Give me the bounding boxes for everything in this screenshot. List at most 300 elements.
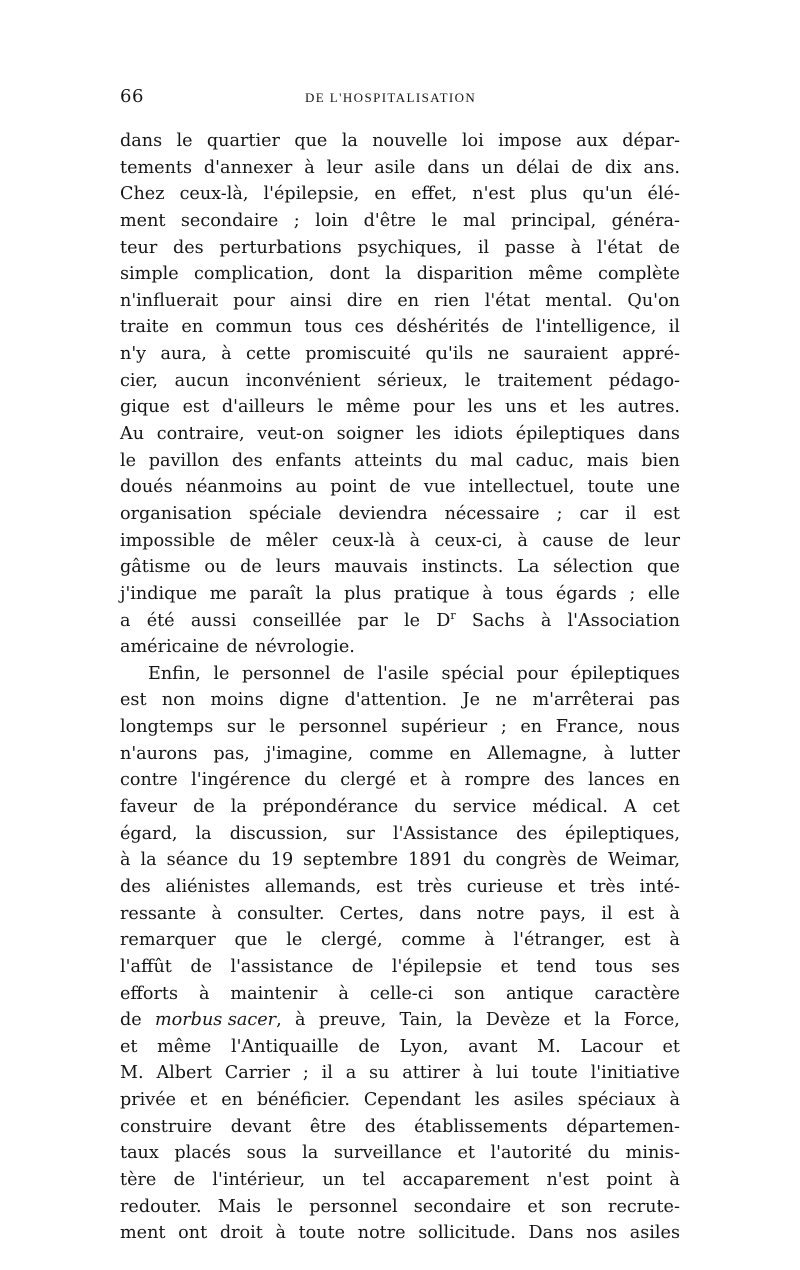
word: la xyxy=(341,131,358,151)
word: très xyxy=(589,876,625,897)
word: mal xyxy=(462,210,496,231)
word: contraire, xyxy=(156,424,245,445)
word: en xyxy=(397,290,420,311)
word: perturbations xyxy=(219,237,342,258)
word: tous xyxy=(594,956,633,977)
word: à xyxy=(669,1090,680,1111)
word: instincts. xyxy=(421,557,504,578)
text-line xyxy=(120,1140,680,1167)
word: Certes, xyxy=(339,903,405,924)
word: comme xyxy=(401,930,466,951)
word: à xyxy=(603,743,614,764)
word: uns xyxy=(505,397,537,418)
text-line xyxy=(120,341,680,368)
word: généra- xyxy=(611,210,680,231)
word: car xyxy=(579,503,609,524)
word: non xyxy=(161,690,196,711)
text-line xyxy=(120,261,680,288)
word: le xyxy=(286,930,303,951)
text-line xyxy=(120,501,680,528)
word: effet, xyxy=(411,184,458,205)
word: à xyxy=(669,930,680,951)
word: recrute- xyxy=(608,1196,680,1217)
word: organisation xyxy=(120,503,232,524)
word: devant xyxy=(230,1116,292,1137)
word: que xyxy=(646,557,680,578)
word: veut-on xyxy=(257,424,324,445)
word: des xyxy=(543,770,575,791)
word: ressante xyxy=(120,903,197,924)
word: vue xyxy=(423,477,456,498)
word: aussi xyxy=(190,610,237,631)
word: cette xyxy=(246,344,291,365)
word: et xyxy=(549,397,568,418)
word: de xyxy=(190,956,212,977)
text-line xyxy=(120,874,680,901)
word: dire xyxy=(346,290,383,311)
word: simple xyxy=(120,264,179,285)
word: accaparement xyxy=(402,1169,530,1190)
word: être xyxy=(309,1116,347,1137)
word: traitement xyxy=(497,370,593,391)
word: su xyxy=(369,1063,390,1084)
word: élé- xyxy=(647,184,680,205)
word: très xyxy=(417,876,453,897)
word: paraît xyxy=(249,583,303,604)
word: de xyxy=(120,1010,142,1031)
word: un xyxy=(481,157,505,178)
word: à xyxy=(669,903,680,924)
word: Allemagne, xyxy=(487,743,588,764)
word: teur xyxy=(120,237,158,258)
word: remarquer xyxy=(120,930,216,951)
word: à xyxy=(295,1010,306,1031)
word: l'Assistance xyxy=(393,823,499,844)
word: toute xyxy=(587,477,634,498)
word: et xyxy=(457,1143,475,1164)
text-line xyxy=(120,155,680,182)
word: antique xyxy=(506,983,574,1004)
word: le xyxy=(431,210,448,231)
text-line xyxy=(120,847,680,874)
word: est xyxy=(120,690,147,711)
word: Enfin, xyxy=(148,663,201,684)
word: dépar- xyxy=(622,131,680,151)
word: attirer xyxy=(402,1063,460,1084)
word: à xyxy=(211,903,222,924)
word: dans xyxy=(637,424,680,445)
word: l'asile xyxy=(377,663,429,684)
word: pour xyxy=(413,397,455,418)
word: idiots xyxy=(453,424,504,445)
word: même xyxy=(346,397,401,418)
word: promiscuité xyxy=(305,344,412,365)
word: 1891 xyxy=(408,850,453,871)
word: n'est xyxy=(472,184,515,205)
word: l'état xyxy=(484,290,531,311)
word: le xyxy=(317,397,334,418)
word: à xyxy=(221,344,232,365)
word: des xyxy=(120,876,151,897)
word: aucun xyxy=(174,370,230,391)
running-title: DE L'HOSPITALISATION xyxy=(305,90,477,105)
word: Weimar, xyxy=(608,850,680,871)
word: épileptiques xyxy=(570,663,680,684)
word: à xyxy=(517,530,528,551)
word: complication, xyxy=(194,264,315,285)
word: l'Association xyxy=(567,610,680,631)
word: Albert xyxy=(156,1063,212,1084)
word: discussion, xyxy=(229,823,329,844)
running-head xyxy=(120,86,680,116)
word: de xyxy=(608,530,630,551)
word: l'épilepsie xyxy=(391,956,483,977)
word: en xyxy=(449,743,472,764)
word: n'est xyxy=(546,1169,590,1190)
word: leur xyxy=(644,530,680,551)
word: même xyxy=(528,264,583,285)
word: spéciale xyxy=(248,503,322,524)
word: longtemps xyxy=(120,717,214,738)
word: et xyxy=(563,1010,582,1031)
word: secondaire xyxy=(413,1196,512,1217)
word: d'annexer xyxy=(203,157,293,178)
word: a xyxy=(345,1063,357,1084)
word: psychiques, xyxy=(357,237,463,258)
word: Cependant xyxy=(363,1090,461,1111)
word: qu'un xyxy=(582,184,633,205)
text-line xyxy=(120,927,680,954)
word: atteints xyxy=(354,450,423,471)
word: la xyxy=(594,1010,611,1031)
word: plus xyxy=(530,184,568,205)
word: il xyxy=(477,237,490,258)
text-line xyxy=(120,1034,680,1061)
word: leur xyxy=(326,157,363,178)
word: ou xyxy=(204,557,227,578)
word: dans xyxy=(419,903,462,924)
text-line xyxy=(120,554,680,581)
word: l'étranger, xyxy=(513,930,606,951)
word: disparition xyxy=(416,264,514,285)
word: des xyxy=(172,237,204,258)
word: à xyxy=(198,983,210,1004)
word: pratique xyxy=(393,583,470,604)
word: il xyxy=(601,903,613,924)
page-number: 66 xyxy=(120,86,144,107)
word: M. xyxy=(537,1036,561,1057)
word: à xyxy=(570,237,582,258)
word: n'y xyxy=(120,344,147,365)
word: l'intérieur, xyxy=(212,1169,306,1190)
word: efforts xyxy=(120,983,179,1004)
word: du xyxy=(462,850,486,871)
word: autres. xyxy=(617,397,680,418)
word: m'arrêterai xyxy=(532,690,634,711)
word: pays, xyxy=(539,903,586,924)
word: asiles xyxy=(513,1090,564,1111)
word: elle xyxy=(647,583,680,604)
word: de xyxy=(658,237,680,258)
word: les xyxy=(467,397,493,418)
word: départemen- xyxy=(566,1116,680,1137)
word: gique xyxy=(120,397,170,418)
word: ne xyxy=(487,344,510,365)
word: secondaire xyxy=(180,210,279,231)
word: cause xyxy=(542,530,594,551)
word: 19 xyxy=(270,850,294,871)
word: sous xyxy=(246,1143,287,1164)
text-line xyxy=(120,1087,680,1114)
word: ceux-là, xyxy=(179,184,249,205)
word: la xyxy=(195,823,212,844)
text-line xyxy=(120,448,680,475)
word: d'ailleurs xyxy=(221,397,305,418)
word: conseillée xyxy=(252,610,342,631)
word: celle-ci xyxy=(369,983,434,1004)
word: du xyxy=(434,450,458,471)
word: digne xyxy=(279,690,330,711)
word: l'autorité xyxy=(490,1143,572,1164)
word: rien xyxy=(434,290,470,311)
word: spéciaux xyxy=(577,1090,656,1111)
word: dix xyxy=(604,157,632,178)
word: du xyxy=(414,797,437,818)
word: toute xyxy=(298,1223,346,1244)
word: inconvénient xyxy=(245,370,361,391)
word: de xyxy=(571,157,593,178)
word: personnel xyxy=(298,717,388,738)
word: les xyxy=(416,424,442,445)
word: et xyxy=(557,876,576,897)
word: France, xyxy=(555,717,625,738)
word: la xyxy=(385,264,402,285)
word: personnel xyxy=(309,1196,398,1217)
word: pas xyxy=(649,690,680,711)
word: à xyxy=(440,770,452,791)
word: doués xyxy=(120,477,173,498)
word: gâtisme xyxy=(120,557,191,578)
word: égards xyxy=(555,583,617,604)
word: dans xyxy=(120,131,163,151)
word: est xyxy=(182,397,210,418)
word: complète xyxy=(598,264,680,285)
word: d'être xyxy=(363,210,417,231)
word: névrologie. xyxy=(255,637,355,658)
word: Qu'on xyxy=(627,290,680,311)
word: le xyxy=(269,717,286,738)
word: en xyxy=(374,184,397,205)
word: ; xyxy=(293,210,300,231)
word: avant xyxy=(468,1036,518,1057)
word: me xyxy=(209,583,237,604)
word: déshérités xyxy=(396,317,490,338)
word: l'initiative xyxy=(590,1063,680,1084)
word: Devèze xyxy=(485,1010,551,1031)
word: la xyxy=(456,1010,473,1031)
word: et xyxy=(120,1036,138,1057)
text-line xyxy=(120,794,680,821)
text-line xyxy=(120,1007,680,1034)
text-line xyxy=(120,608,680,635)
word: enfants xyxy=(275,450,342,471)
text-line xyxy=(120,901,680,928)
word: il xyxy=(668,317,680,338)
word: consulter. xyxy=(237,903,325,924)
word: à xyxy=(472,1063,484,1084)
word: à xyxy=(669,1169,680,1190)
word: son xyxy=(454,983,486,1004)
word: inté- xyxy=(639,876,680,897)
word: Tain, xyxy=(399,1010,443,1031)
word: quartier xyxy=(206,131,280,151)
text-line xyxy=(120,741,680,768)
word: surveillance xyxy=(333,1143,442,1164)
word: la xyxy=(230,797,247,818)
word: plus xyxy=(344,583,382,604)
word: de xyxy=(173,1169,196,1190)
text-line xyxy=(120,528,680,555)
word: est xyxy=(624,930,651,951)
word: épileptiques xyxy=(515,424,626,445)
word: ses xyxy=(651,956,680,977)
word: égard, xyxy=(120,823,178,844)
word: bien xyxy=(641,450,680,471)
word: de xyxy=(240,557,262,578)
word: notre xyxy=(476,903,525,924)
word: pour xyxy=(516,663,559,684)
word: tend xyxy=(536,956,577,977)
word: la xyxy=(140,850,157,871)
word: loi xyxy=(461,131,484,151)
word: preuve, xyxy=(318,1010,387,1031)
word: du xyxy=(587,1143,611,1164)
word: ces xyxy=(354,317,384,338)
word: minis- xyxy=(625,1143,680,1164)
word: caduc, xyxy=(515,450,575,471)
word: à xyxy=(482,583,493,604)
word: Carrier xyxy=(224,1063,290,1084)
text-line xyxy=(120,128,680,155)
word: personnel xyxy=(242,663,331,684)
word: délai xyxy=(515,157,560,178)
word: ceux-là xyxy=(331,530,396,551)
word: traite xyxy=(120,317,170,338)
word: n'influerait xyxy=(120,290,219,311)
text-line xyxy=(120,288,680,315)
body-text xyxy=(120,128,680,1247)
word: ; xyxy=(629,583,636,604)
text-line xyxy=(120,1220,680,1247)
word: asile xyxy=(374,157,416,178)
word: américaine xyxy=(120,637,220,658)
word: l'épilepsie, xyxy=(263,184,360,205)
word: de xyxy=(351,956,374,977)
text-line xyxy=(120,767,680,794)
word: sur xyxy=(226,717,256,738)
text-line xyxy=(120,394,680,421)
word: à xyxy=(540,610,552,631)
word: de xyxy=(501,317,524,338)
word: est xyxy=(653,503,680,524)
word: soigner xyxy=(336,424,404,445)
word: asiles xyxy=(629,1223,680,1244)
word: leurs xyxy=(275,557,321,578)
word: principal, xyxy=(511,210,597,231)
word: nos xyxy=(586,1223,618,1244)
word: et xyxy=(189,1090,208,1111)
word: par xyxy=(357,610,388,631)
word: ment xyxy=(120,210,166,231)
text-line xyxy=(120,421,680,448)
word: spécial xyxy=(441,663,504,684)
word: en xyxy=(221,1090,243,1111)
word: curieuse xyxy=(466,876,544,897)
word: en xyxy=(520,717,543,738)
word: Au xyxy=(120,424,145,445)
word: un xyxy=(322,1169,345,1190)
word: allemands, xyxy=(264,876,362,897)
word: tous xyxy=(304,317,343,338)
text-line xyxy=(120,634,680,661)
word: de xyxy=(193,797,215,818)
word: le xyxy=(404,610,421,631)
word: une xyxy=(646,477,680,498)
text-line xyxy=(120,1114,680,1141)
word: séance xyxy=(166,850,229,871)
word: Chez xyxy=(120,184,165,205)
word: à xyxy=(409,530,421,551)
word: tère xyxy=(120,1169,157,1190)
word: commun xyxy=(215,317,292,338)
word: rompre xyxy=(464,770,531,791)
word: dont xyxy=(329,264,370,285)
word: Lacour xyxy=(580,1036,643,1057)
word: a xyxy=(120,610,131,631)
word: mal xyxy=(470,450,503,471)
word: mental. xyxy=(545,290,613,311)
word: il xyxy=(625,503,637,524)
word: supérieur xyxy=(400,717,488,738)
text-line xyxy=(120,1167,680,1194)
word: nous xyxy=(637,717,680,738)
word: lutter xyxy=(630,743,680,764)
text-line xyxy=(120,581,680,608)
word: au xyxy=(295,477,318,498)
word: point xyxy=(330,477,377,498)
word: comme xyxy=(369,743,434,764)
word: est xyxy=(627,903,655,924)
word: Je xyxy=(462,690,480,711)
word: appré- xyxy=(622,344,680,365)
word: à xyxy=(484,930,495,951)
word: toute xyxy=(531,1063,578,1084)
text-line xyxy=(120,687,680,714)
word: l'affût xyxy=(120,956,172,977)
word: d'attention. xyxy=(344,690,448,711)
text-line xyxy=(120,474,680,501)
word: prépondérance xyxy=(262,797,399,818)
word: taux xyxy=(120,1143,159,1164)
word: à xyxy=(275,1223,286,1244)
word: que xyxy=(234,930,268,951)
word: il xyxy=(321,1063,333,1084)
word: lances xyxy=(588,770,645,791)
word: sérieux, xyxy=(377,370,449,391)
word: dans xyxy=(427,157,470,178)
word: la xyxy=(315,583,332,604)
word: ne xyxy=(495,690,518,711)
